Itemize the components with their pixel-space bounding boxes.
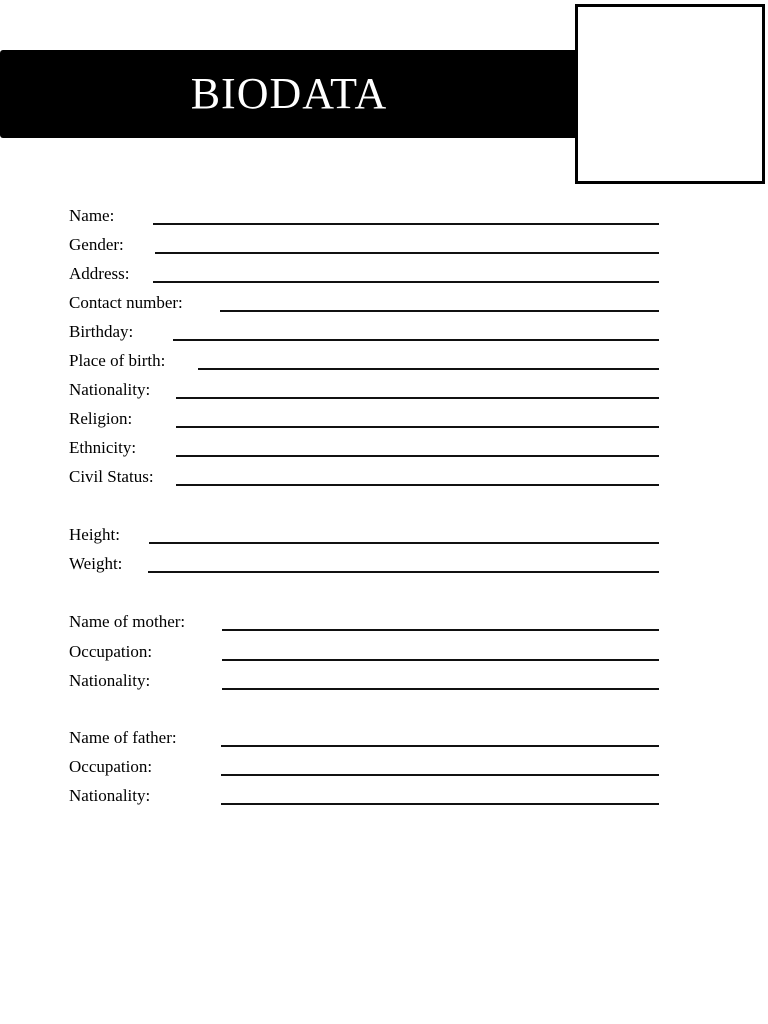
- mother-name-line[interactable]: [222, 629, 659, 631]
- field-ethnicity: [69, 437, 659, 461]
- father-occupation-line[interactable]: [221, 774, 659, 776]
- civil-status-line[interactable]: [176, 484, 659, 486]
- field-label: Nationality:: [69, 671, 151, 690]
- field-name: [69, 205, 659, 229]
- field-weight: [69, 553, 659, 577]
- field-height: [69, 524, 659, 548]
- field-contact-number: [69, 292, 659, 316]
- field-gender: [69, 234, 659, 258]
- field-father-name: [69, 727, 659, 751]
- ethnicity-line[interactable]: [176, 455, 659, 457]
- field-father-nationality: [69, 785, 659, 809]
- field-label: Nationality:: [69, 786, 151, 805]
- birthday-line[interactable]: [173, 339, 659, 341]
- field-civil-status: [69, 466, 659, 490]
- field-label: Ethnicity:: [69, 438, 137, 457]
- field-mother-occupation: [69, 641, 659, 665]
- field-label: Place of birth:: [69, 351, 166, 370]
- field-label: Height:: [69, 525, 120, 544]
- field-label: Occupation:: [69, 642, 153, 661]
- father-name-line[interactable]: [221, 745, 659, 747]
- field-religion: [69, 408, 659, 432]
- page-title: BIODATA: [190, 69, 388, 118]
- field-label: Name of mother:: [69, 612, 186, 631]
- field-label: Gender:: [69, 235, 124, 254]
- contact-number-line[interactable]: [220, 310, 659, 312]
- field-father-occupation: [69, 756, 659, 780]
- field-place-of-birth: [69, 350, 659, 374]
- field-label: Nationality:: [69, 380, 151, 399]
- name-line[interactable]: [153, 223, 659, 225]
- address-line[interactable]: [153, 281, 659, 283]
- field-birthday: [69, 321, 659, 345]
- field-label: Occupation:: [69, 757, 153, 776]
- field-address: [69, 263, 659, 287]
- mother-nationality-line[interactable]: [222, 688, 659, 690]
- field-label: Name:: [69, 206, 115, 225]
- field-label: Address:: [69, 264, 130, 283]
- field-label: Religion:: [69, 409, 133, 428]
- field-label: Weight:: [69, 554, 123, 573]
- field-nationality: [69, 379, 659, 403]
- mother-occupation-line[interactable]: [222, 659, 659, 661]
- weight-line[interactable]: [148, 571, 659, 573]
- height-line[interactable]: [149, 542, 659, 544]
- field-label: Name of father:: [69, 728, 177, 747]
- gender-line[interactable]: [155, 252, 659, 254]
- place-of-birth-line[interactable]: [198, 368, 659, 370]
- field-label: Contact number:: [69, 293, 183, 312]
- religion-line[interactable]: [176, 426, 659, 428]
- photo-placeholder-box: [575, 4, 765, 184]
- nationality-line[interactable]: [176, 397, 659, 399]
- field-mother-name: [69, 611, 659, 635]
- field-label: Civil Status:: [69, 467, 154, 486]
- father-nationality-line[interactable]: [221, 803, 659, 805]
- field-label: Birthday:: [69, 322, 134, 341]
- field-mother-nationality: [69, 670, 659, 694]
